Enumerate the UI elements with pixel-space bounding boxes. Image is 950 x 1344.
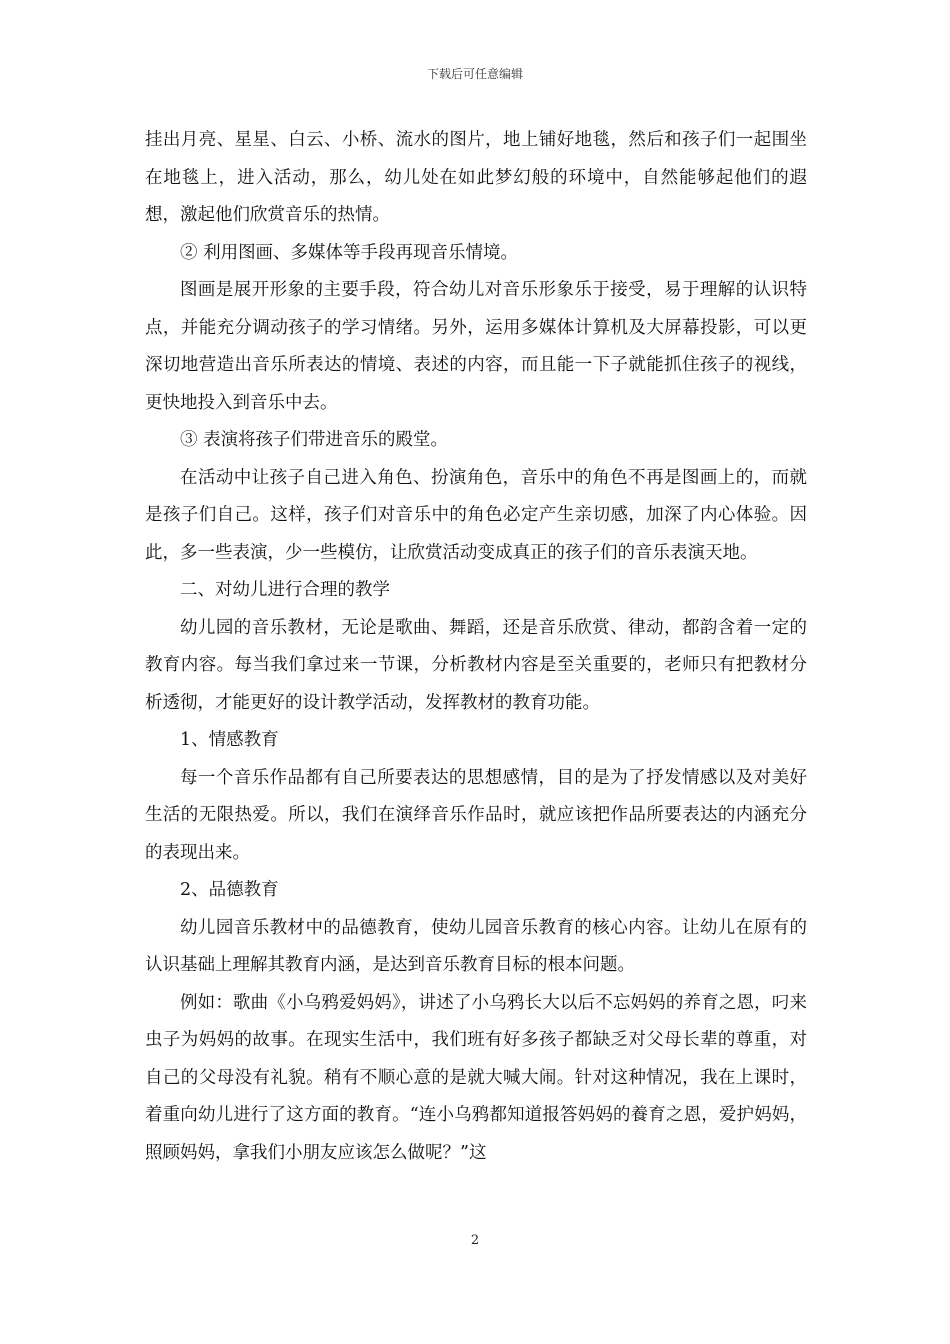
subsection-heading: 1、情感教育 xyxy=(180,730,279,750)
paragraph: 幼儿园音乐教材中的品德教育，使幼儿园音乐教育的核心内容。让幼儿在原有的认识基础上理解其教育内涵，是达到音乐教育目标的根本问题。 xyxy=(145,917,807,975)
paragraph: 幼儿园的音乐教材，无论是歌曲、舞蹈，还是音乐欣赏、律动，都韵含着一定的教育内容。每当我们拿过来一节课，分析教材内容是至关重要的，老师只有把教材分析透彻，才能更好的设计教学活动，发挥教材的教育功能。 xyxy=(145,617,807,713)
section-heading: 二、对幼儿进行合理的教学 xyxy=(180,580,390,600)
paragraph: 例如：歌曲《小乌鸦爱妈妈》，讲述了小乌鸦长大以后不忘妈妈的养育之恩，叼来虫子为妈妈的故事。在现实生活中，我们班有好多孩子都缺乏对父母长辈的尊重，对自己的父母没有礼貌。稍有不顺心意的是就大喊大闹。针对这种情况，我在上课时，着重向幼儿进行了这方面的教育。“连小乌鸦都知道报答妈妈的養育之恩，爱护妈妈，照顾妈妈，拿我们小朋友应该怎么做呢？”这 xyxy=(145,992,807,1163)
paragraph: 图画是展开形象的主要手段，符合幼儿对音乐形象乐于接受，易于理解的认识特点，并能充分调动孩子的学习情绪。另外，运用多媒体计算机及大屏幕投影，可以更深切地营造出音乐所表达的情境、表述的内容，而且能一下子就能抓住孩子的视线，更快地投入到音乐中去。 xyxy=(145,280,807,413)
body-text xyxy=(145,122,807,1172)
paragraph: 挂出月亮、星星、白云、小桥、流水的图片，地上铺好地毯，然后和孩子们一起围坐在地毯上，进入活动，那么，幼儿处在如此梦幻般的环境中，自然能够起他们的遐想，激起他们欣赏音乐的热情。 xyxy=(145,130,807,225)
page-header: 下载后可任意编辑 xyxy=(426,67,523,81)
page-number: 2 xyxy=(470,1233,480,1248)
paragraph: ② 利用图画、多媒体等手段再现音乐情境。 xyxy=(180,242,519,263)
paragraph: ③ 表演将孩子们带进音乐的殿堂。 xyxy=(180,430,449,450)
subsection-heading: 2、品德教育 xyxy=(180,880,279,900)
paragraph: 在活动中让孩子自己进入角色、扮演角色，音乐中的角色不再是图画上的，而就是孩子们自己。这样，孩子们对音乐中的角色必定产生亲切感，加深了内心体验。因此，多一些表演，少一些模仿，让欣赏活动变成真正的孩子们的音乐表演天地。 xyxy=(145,467,807,563)
paragraph: 每一个音乐作品都有自己所要表达的思想感情，目的是为了抒发情感以及对美好生活的无限热爱。所以，我们在演绎音乐作品时，就应该把作品所要表达的内涵充分的表现出来。 xyxy=(145,767,807,863)
